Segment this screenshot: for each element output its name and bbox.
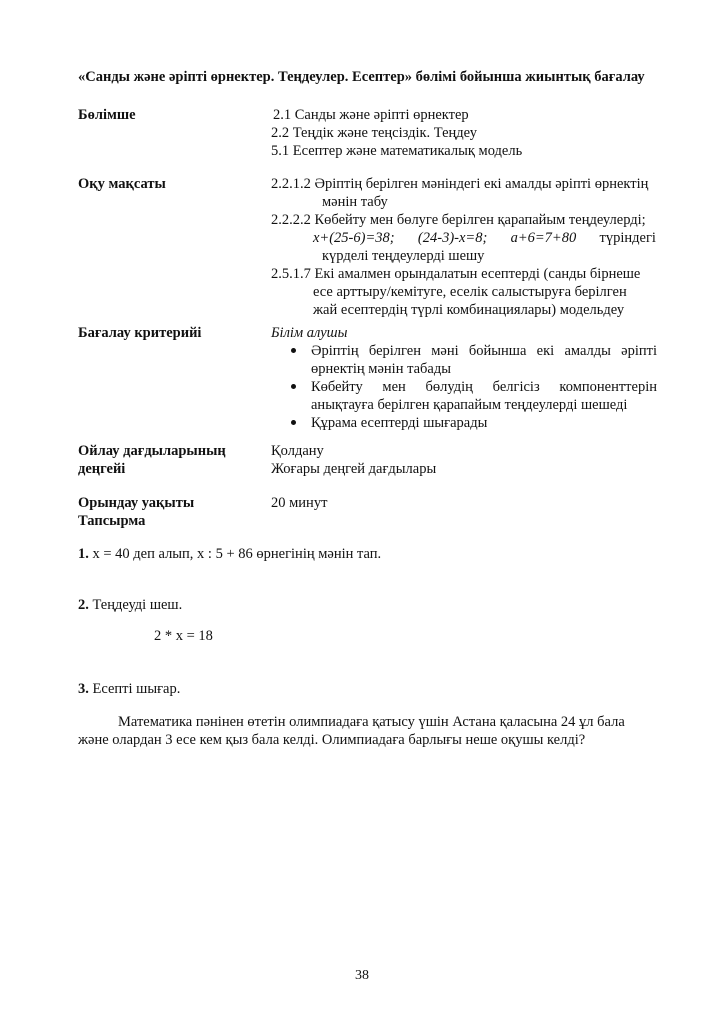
criteria-bullet-1-text: Әріптің берілген мәні бойынша екі амалды әріпті	[311, 343, 657, 359]
criteria-bullet-3: Құрама есептерді шығарады	[287, 414, 657, 432]
objective-1-line-1: 2.2.1.2 Әріптің берілген мәніндегі екі амалды әріпті өрнектің	[271, 176, 649, 192]
criteria-bullet-2-line-1-wrap	[311, 378, 657, 396]
section-label: Бөлімше	[78, 107, 136, 123]
time-label: Орындау уақыты	[78, 495, 195, 511]
thinking-label-line-2: деңгейі	[78, 461, 126, 477]
section-item-1: 2.1 Санды және әріпті өрнектер	[273, 107, 469, 123]
task-1-number: 1.	[78, 546, 89, 562]
criteria-list	[287, 342, 657, 432]
objective-3-line-3: жай есептердің түрлі комбинациялары) модельдеу	[313, 302, 625, 318]
task-1	[78, 545, 381, 563]
task-3-problem-line-1: Математика пәнінен өтетін олимпиадаға қатысу үшін Астана қаласына 24 ұл бала	[118, 714, 625, 730]
page-number: 38	[355, 968, 369, 983]
criteria-bullet-1-line-1	[311, 342, 657, 360]
criteria-intro: Білім алушы	[271, 325, 348, 341]
objectives-label: Оқу мақсаты	[78, 176, 166, 192]
equation-3: a+6=7+80	[510, 230, 577, 246]
equation-1: x+(25-6)=38;	[313, 230, 395, 246]
criteria-bullet-1	[287, 342, 657, 378]
criteria-bullet-2-line-2: анықтауға берілген қарапайым теңдеулерді шешеді	[311, 397, 628, 413]
criteria-bullet-2-line-1: Көбейту мен бөлудің белгісіз компоненттерін	[311, 379, 657, 395]
objective-2-equations	[271, 229, 656, 247]
task-3-text: Есепті шығар.	[88, 681, 181, 697]
section-item-2: 2.2 Теңдік және теңсіздік. Теңдеу	[271, 125, 477, 141]
criteria-bullet-2	[287, 378, 657, 414]
objective-1-line-2: мәнін табу	[322, 194, 388, 210]
task-2-number: 2.	[78, 597, 89, 613]
task-3-problem-line-2: және олардан 3 есе кем қыз бала келді. Олимпиадаға барлығы неше оқушы келді?	[78, 732, 586, 748]
criteria-bullet-1-line-2: өрнектің мәнін табады	[311, 361, 451, 377]
task-1-text: x = 40 деп алып, x : 5 + 86 өрнегінің мәнін тап.	[88, 546, 382, 562]
objective-3-line-2: есе арттыру/кемітуге, еселік салыстыруға берілген	[313, 284, 627, 300]
thinking-value-2: Жоғары деңгей дағдылары	[271, 461, 437, 477]
task-3-number: 3.	[78, 681, 89, 697]
objectives-block	[271, 175, 656, 319]
task-2-equation: 2 * x = 18	[154, 628, 213, 644]
section-item-3: 5.1 Есептер және математикалық модель	[271, 143, 523, 159]
equation-tail: түріндегі	[599, 230, 656, 246]
task-label: Тапсырма	[78, 513, 146, 529]
task-3	[78, 680, 180, 698]
equation-2: (24-3)-x=8;	[417, 230, 488, 246]
objective-3-line-1: 2.5.1.7 Екі амалмен орындалатын есептерді (санды бірнеше	[271, 266, 641, 282]
task-2-text: Теңдеуді шеш.	[88, 597, 183, 613]
objective-2-line-3: күрделі теңдеулерді шешу	[322, 248, 485, 264]
page-title: «Санды және әріпті өрнектер. Теңдеулер. Есептер» бөлімі бойынша жиынтық бағалау	[78, 69, 645, 85]
thinking-label-line-1: Ойлау дағдыларының	[78, 443, 226, 459]
task-2	[78, 596, 182, 614]
thinking-value-1: Қолдану	[271, 443, 324, 459]
time-value: 20 минут	[271, 495, 328, 511]
objective-2-line-1: 2.2.2.2 Көбейту мен бөлуге берілген қарапайым теңдеулерді;	[271, 212, 646, 228]
criteria-label: Бағалау критерийі	[78, 325, 202, 341]
